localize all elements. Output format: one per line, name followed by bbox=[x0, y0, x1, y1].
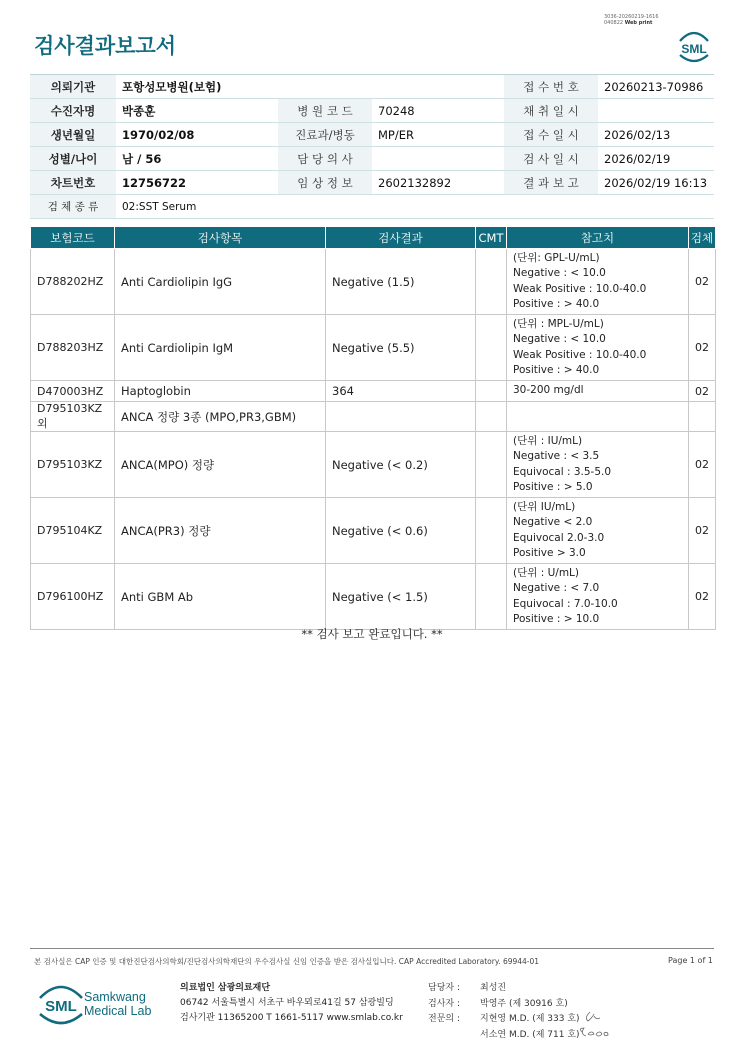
col-header-item: 검사항목 bbox=[115, 227, 326, 249]
ref-line: Positive : > 5.0 bbox=[513, 481, 593, 493]
row-result: Negative (< 0.2) bbox=[326, 432, 476, 498]
row-code: D796100HZ bbox=[31, 564, 115, 630]
staff-label: 담당자 : bbox=[428, 983, 460, 993]
collect-date-label: 채 취 일 시 bbox=[504, 99, 598, 123]
page-title: 검사결과보고서 bbox=[34, 34, 177, 58]
row-result: Negative (< 0.6) bbox=[326, 498, 476, 564]
row-result: Negative (< 1.5) bbox=[326, 564, 476, 630]
ref-line: (단위 : IU/mL) bbox=[513, 434, 583, 447]
row-ref bbox=[507, 402, 689, 432]
staff-label: 검사자 : bbox=[428, 998, 460, 1009]
test-date-label: 검 사 일 시 bbox=[504, 147, 598, 171]
col-header-code: 보험코드 bbox=[31, 227, 115, 249]
row-cmt bbox=[476, 432, 507, 498]
logo-text: SML bbox=[681, 42, 707, 56]
table-row bbox=[31, 315, 716, 381]
info-row bbox=[30, 147, 714, 171]
footer-staff bbox=[428, 981, 580, 1043]
row-item: Anti Cardiolipin IgG bbox=[115, 249, 326, 315]
row-item: Anti Cardiolipin IgM bbox=[115, 315, 326, 381]
staff-label: 전문의 : bbox=[428, 1014, 460, 1024]
row-ref bbox=[507, 498, 689, 564]
hospital-code-label: 병 원 코 드 bbox=[278, 99, 372, 123]
chart-value: 12756722 bbox=[116, 171, 278, 195]
footer-brand bbox=[84, 990, 151, 1018]
patient-label: 수진자명 bbox=[30, 99, 116, 123]
row-ref bbox=[507, 249, 689, 315]
row-ref bbox=[507, 432, 689, 498]
row-ref bbox=[507, 381, 689, 402]
row-code: D795103KZ외 bbox=[31, 402, 115, 432]
hospital-code-value: 70248 bbox=[372, 99, 504, 123]
sex-age-value: 남 / 56 bbox=[116, 147, 278, 171]
report-date-value: 2026/02/19 16:13 bbox=[598, 171, 714, 195]
row-specimen: 02 bbox=[689, 381, 716, 402]
requester-value: 포항성모병원(보험) bbox=[116, 75, 504, 99]
birth-value: 1970/02/08 bbox=[116, 123, 278, 147]
collect-date-value bbox=[598, 99, 714, 123]
info-row bbox=[30, 75, 714, 99]
table-row bbox=[31, 402, 716, 432]
results-header-row bbox=[31, 227, 716, 249]
row-cmt bbox=[476, 564, 507, 630]
specimen-label: 검 체 종 류 bbox=[30, 195, 116, 219]
row-item: Haptoglobin bbox=[115, 381, 326, 402]
web-print-label: Web print bbox=[624, 20, 653, 26]
brand-line-1: Samkwang bbox=[84, 990, 146, 1004]
receipt-no-value: 20260213-70986 bbox=[598, 75, 714, 99]
row-result: Negative (1.5) bbox=[326, 249, 476, 315]
completion-note: ** 검사 보고 완료입니다. ** bbox=[301, 627, 443, 641]
row-specimen: 02 bbox=[689, 498, 716, 564]
col-header-ref: 참고치 bbox=[507, 227, 689, 249]
row-specimen: 02 bbox=[689, 315, 716, 381]
row-code: D788202HZ bbox=[31, 249, 115, 315]
row-item: ANCA(PR3) 정량 bbox=[115, 498, 326, 564]
col-header-cmt: CMT bbox=[476, 227, 507, 249]
row-code: D788203HZ bbox=[31, 315, 115, 381]
ref-line: Equivocal : 7.0-10.0 bbox=[513, 597, 618, 610]
info-row bbox=[30, 99, 714, 123]
row-specimen bbox=[689, 402, 716, 432]
chart-label: 차트번호 bbox=[30, 171, 116, 195]
patient-value: 박종훈 bbox=[116, 99, 278, 123]
row-item: ANCA 정량 3종 (MPO,PR3,GBM) bbox=[115, 402, 326, 432]
receipt-date-value: 2026/02/13 bbox=[598, 123, 714, 147]
ref-line: Negative : < 10.0 bbox=[513, 333, 606, 345]
table-row bbox=[31, 432, 716, 498]
staff-row bbox=[428, 981, 580, 997]
print-meta bbox=[604, 14, 659, 26]
clinical-value: 2602132892 bbox=[372, 171, 504, 195]
staff-row bbox=[428, 1012, 580, 1028]
table-row bbox=[31, 381, 716, 402]
row-ref bbox=[507, 564, 689, 630]
sex-age-label: 성별/나이 bbox=[30, 147, 116, 171]
row-item: Anti GBM Ab bbox=[115, 564, 326, 630]
col-header-specimen: 검체 bbox=[689, 227, 716, 249]
test-date-value: 2026/02/19 bbox=[598, 147, 714, 171]
info-row bbox=[30, 123, 714, 147]
ref-line: (단위 : U/mL) bbox=[513, 566, 579, 579]
sml-footer-logo-icon bbox=[36, 980, 86, 1026]
row-specimen: 02 bbox=[689, 432, 716, 498]
page-number: Page 1 of 1 bbox=[668, 956, 713, 965]
ref-line: Negative < 2.0 bbox=[513, 516, 593, 528]
requester-label: 의뢰기관 bbox=[30, 75, 116, 99]
specimen-value: 02:SST Serum bbox=[116, 195, 714, 219]
info-row bbox=[30, 171, 714, 195]
ref-line: (단위: GPL-U/mL) bbox=[513, 251, 600, 264]
doctor-value bbox=[372, 147, 504, 171]
row-result: Negative (5.5) bbox=[326, 315, 476, 381]
row-specimen: 02 bbox=[689, 249, 716, 315]
staff-value: 지현영 M.D. (제 333 호) bbox=[480, 1014, 580, 1024]
dept-value: MP/ER bbox=[372, 123, 504, 147]
sml-logo-icon bbox=[674, 27, 714, 63]
ref-line: Equivocal : 3.5-5.0 bbox=[513, 465, 612, 478]
org-address: 06742 서울특별시 서초구 바우뫼로41길 57 삼광빌딩 bbox=[180, 998, 394, 1008]
doctor-label: 담 당 의 사 bbox=[278, 147, 372, 171]
footer-organization bbox=[180, 981, 403, 1026]
report-date-label: 결 과 보 고 bbox=[504, 171, 598, 195]
org-contact: 검사기관 11365200 T 1661-5117 www.smlab.co.kr bbox=[180, 1013, 403, 1023]
row-cmt bbox=[476, 315, 507, 381]
row-cmt bbox=[476, 498, 507, 564]
ref-line: Positive : > 10.0 bbox=[513, 613, 600, 625]
signature-icon bbox=[576, 1008, 612, 1042]
staff-value: 최성진 bbox=[480, 983, 507, 993]
ref-line: Equivocal 2.0-3.0 bbox=[513, 531, 605, 544]
row-item: ANCA(MPO) 정량 bbox=[115, 432, 326, 498]
staff-value: 박영주 (제 30916 호) bbox=[480, 998, 568, 1009]
ref-line: Negative : < 10.0 bbox=[513, 267, 606, 279]
staff-row bbox=[428, 1028, 580, 1044]
row-ref bbox=[507, 315, 689, 381]
print-sub: 040822 bbox=[604, 20, 624, 26]
row-cmt bbox=[476, 402, 507, 432]
ref-line: Negative : < 3.5 bbox=[513, 450, 600, 462]
results-table bbox=[30, 226, 716, 630]
ref-line: 30-200 mg/dl bbox=[513, 384, 584, 397]
ref-line: Negative : < 7.0 bbox=[513, 582, 600, 594]
patient-info-table bbox=[30, 74, 714, 219]
ref-line: Positive : > 40.0 bbox=[513, 298, 600, 310]
receipt-no-label: 접 수 번 호 bbox=[504, 75, 598, 99]
ref-line: Positive : > 40.0 bbox=[513, 364, 600, 376]
footer-logo-text: SML bbox=[45, 998, 77, 1015]
footer-divider bbox=[30, 948, 714, 949]
row-code: D470003HZ bbox=[31, 381, 115, 402]
staff-value: 서소연 M.D. (제 711 호) bbox=[480, 1029, 580, 1040]
row-code: D795103KZ bbox=[31, 432, 115, 498]
row-result bbox=[326, 402, 476, 432]
table-row bbox=[31, 564, 716, 630]
birth-label: 생년월일 bbox=[30, 123, 116, 147]
ref-line: Weak Positive : 10.0-40.0 bbox=[513, 282, 647, 295]
certification-note: 본 검사실은 CAP 인증 및 대한진단검사의학회/진단검사의학재단의 우수검사실 신임 인증을 받은 검사실입니다. CAP Accredited Laboratory. 69944-01 bbox=[34, 957, 540, 966]
receipt-date-label: 접 수 일 시 bbox=[504, 123, 598, 147]
row-cmt bbox=[476, 381, 507, 402]
brand-line-2: Medical Lab bbox=[84, 1004, 152, 1018]
row-specimen: 02 bbox=[689, 564, 716, 630]
table-row bbox=[31, 249, 716, 315]
ref-line: Weak Positive : 10.0-40.0 bbox=[513, 348, 647, 361]
dept-label: 진료과/병동 bbox=[278, 123, 372, 147]
clinical-label: 임 상 정 보 bbox=[278, 171, 372, 195]
ref-line: (단위 IU/mL) bbox=[513, 500, 576, 513]
row-result: 364 bbox=[326, 381, 476, 402]
ref-line: Positive > 3.0 bbox=[513, 547, 586, 559]
org-name: 의료법인 삼광의료재단 bbox=[180, 983, 271, 993]
col-header-result: 검사결과 bbox=[326, 227, 476, 249]
row-code: D795104KZ bbox=[31, 498, 115, 564]
staff-row bbox=[428, 997, 580, 1013]
ref-line: (단위 : MPL-U/mL) bbox=[513, 317, 604, 330]
info-row bbox=[30, 195, 714, 219]
table-row bbox=[31, 498, 716, 564]
row-cmt bbox=[476, 249, 507, 315]
print-code: 3036-20260219-1616 bbox=[604, 14, 659, 20]
